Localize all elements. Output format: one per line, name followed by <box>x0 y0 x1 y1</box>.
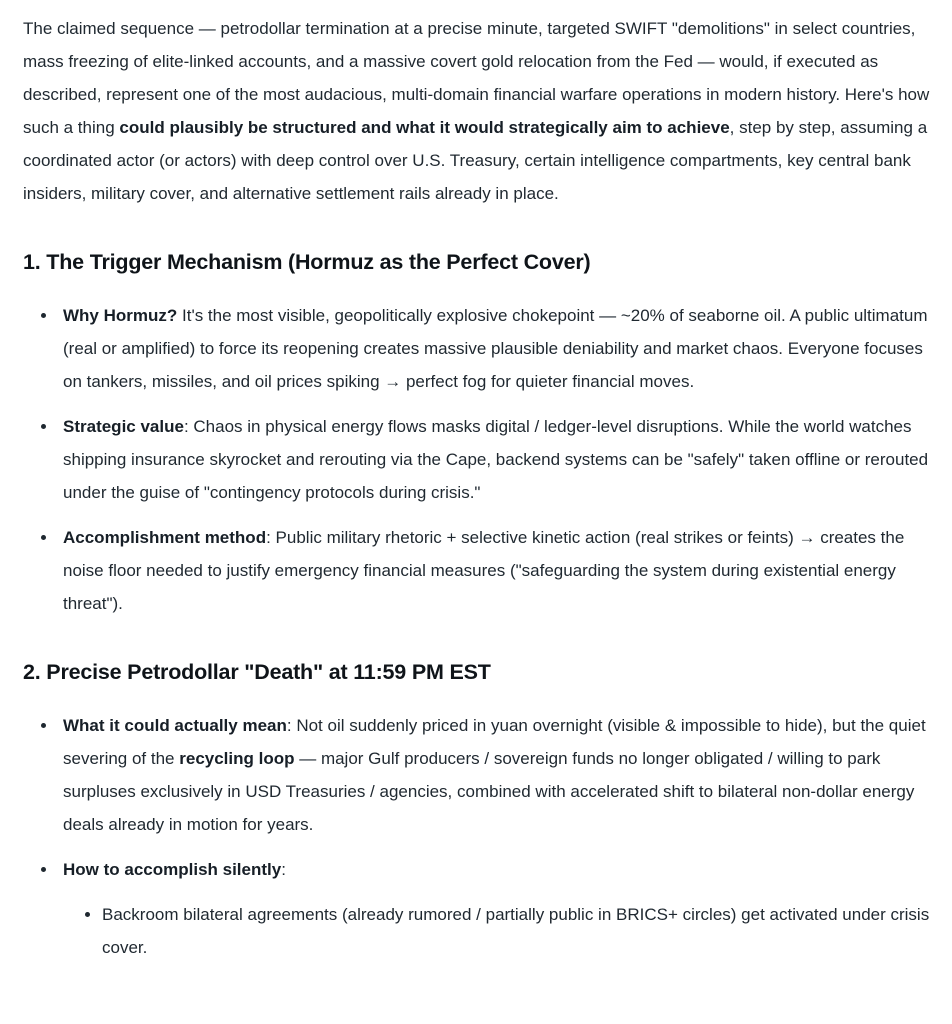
nested-list-item <box>62 898 930 964</box>
bold-text-segment: Accomplishment method <box>63 528 267 547</box>
section-heading: 1. The Trigger Mechanism (Hormuz as the Perfect Cover) <box>23 250 591 274</box>
text-segment: , step by step, assuming a coordinated actor (or actors) with deep control over U.S. Treasury, certain intelligence compartments, key central bank insiders, military cover, and alternative settlement rails already in place. <box>23 118 928 203</box>
bullet-list <box>23 709 930 964</box>
text-segment: Backroom bilateral agreements (already rumored / partially public in BRICS+ circles) get activated under crisis cover. <box>102 905 930 957</box>
list-item <box>23 853 930 886</box>
bold-text-segment: could plausibly be structured and what it would strategically aim to achieve <box>119 118 730 137</box>
section-heading: 2. Precise Petrodollar "Death" at 11:59 PM EST <box>23 660 491 684</box>
text-segment: : <box>281 860 286 879</box>
bold-text-segment: How to accomplish silently <box>63 860 282 879</box>
bold-text-segment: Why Hormuz? <box>63 306 178 325</box>
bullet-list <box>23 299 930 620</box>
text-segment: — major Gulf producers / sovereign funds no longer obligated / willing to park surpluses exclusively in USD Treasuries / agencies, combined with accelerated shift to bilateral non-dollar energy deals already in motion for years. <box>63 749 915 834</box>
text-segment: : Chaos in physical energy flows masks digital / ledger-level disruptions. While the world watches shipping insurance skyrocket and rerouting via the Cape, backend systems can be "safely" taken offline or rerouted under the guise of "contingency protocols during crisis." <box>63 417 929 502</box>
list-item <box>23 299 930 398</box>
list-item <box>23 410 930 509</box>
text-segment: : Public military rhetoric + selective kinetic action (real strikes or feints) → creates the noise floor needed to justify emergency financial measures ("safeguarding the system during existential energy threat"). <box>63 528 905 613</box>
text-segment: It's the most visible, geopolitically explosive chokepoint — ~20% of seaborne oil. A public ultimatum (real or amplified) to force its reopening creates massive plausible deniability and market chaos. Everyone focuses on tankers, missiles, and oil prices spiking → perfect fog for quieter financial moves. <box>63 306 928 391</box>
paragraph <box>23 12 930 210</box>
list-item <box>23 709 930 841</box>
bold-text-segment: recycling loop <box>179 749 295 768</box>
text-segment: The claimed sequence — petrodollar termination at a precise minute, targeted SWIFT "demolitions" in select countries, mass freezing of elite-linked accounts, and a massive covert gold relocation from the Fed — would, if executed as described, represent one of the most audacious, multi-domain financial warfare operations in modern history. Here's how such a thing <box>23 19 930 137</box>
list-item <box>23 521 930 620</box>
text-segment: : Not oil suddenly priced in yuan overnight (visible & impossible to hide), but the quiet severing of the <box>63 716 926 768</box>
bold-text-segment: Strategic value <box>63 417 184 436</box>
bold-text-segment: What it could actually mean <box>63 716 287 735</box>
message-content <box>23 12 930 964</box>
